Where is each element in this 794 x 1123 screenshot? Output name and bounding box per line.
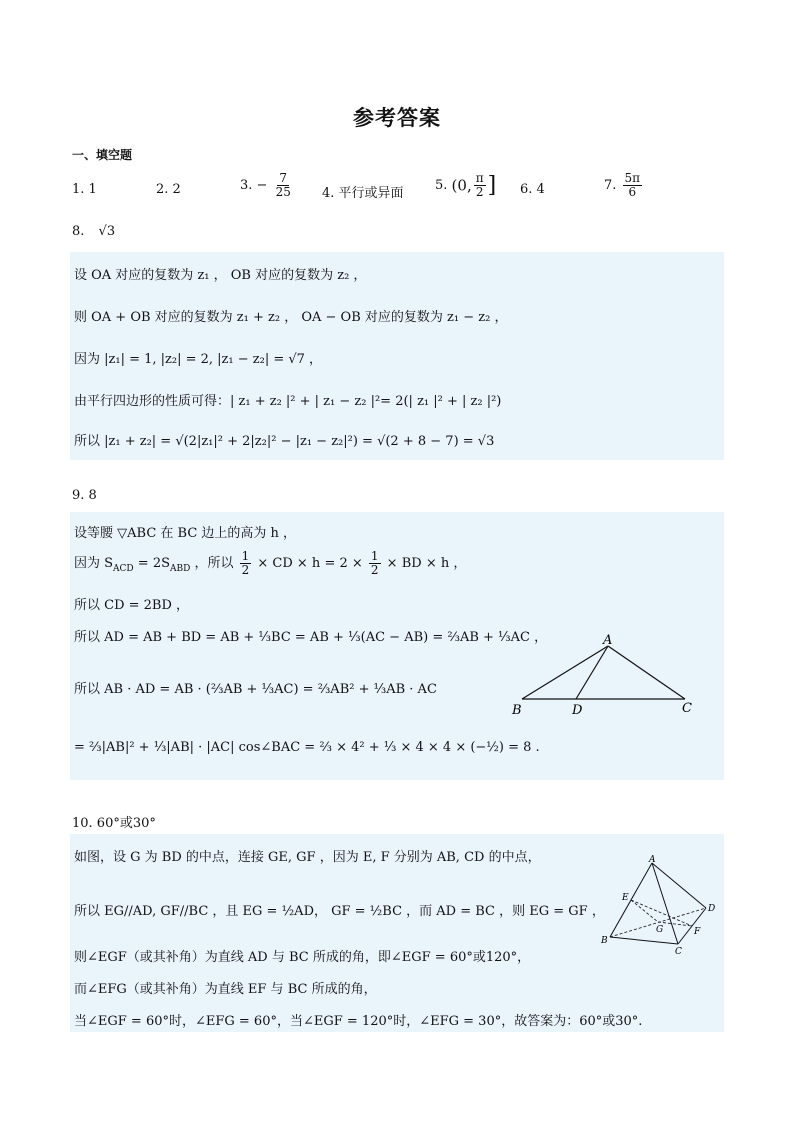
answer-3 [240, 172, 295, 199]
label-c: C [682, 701, 692, 716]
fraction-half-2 [369, 550, 381, 577]
segment-ac [608, 646, 685, 699]
answer-5 [435, 172, 496, 199]
solution-8-line-3: 因为 |z₁| = 1, |z₂| = 2, |z₁ − z₂| = √7 ， [74, 352, 323, 367]
frac-num: 1 [370, 549, 379, 563]
answer-8-value: √3 [98, 224, 116, 239]
edge-ad [652, 863, 706, 908]
answer-7-fraction [623, 172, 643, 199]
solution-10-line-2: 所以 EG//AD, GF//BC ，且 EG = ½AD， GF = ½BC ，而 AD = BC ，则 EG = GF ， [74, 904, 605, 919]
answer-7-den: 6 [628, 185, 637, 200]
page-title: 参考答案 [353, 106, 441, 130]
fraction-half [240, 550, 252, 577]
answer-10: 10. 60°或30° [72, 816, 156, 831]
label-e: E [622, 893, 629, 903]
label-b: B [601, 936, 608, 946]
answer-3-den: 25 [275, 185, 291, 200]
answer-5-close: ] [487, 173, 497, 199]
answer-2: 2. 2 [156, 182, 181, 197]
text-fragment: ，所以 [190, 556, 238, 572]
label-d: D [708, 904, 716, 914]
answer-8-prefix: 8. [72, 224, 85, 239]
answer-7 [604, 172, 644, 199]
solution-10-line-5: 当∠EGF = 60°时，∠EFG = 60°，当∠EGF = 120°时，∠EFG = 30°，故答案为：60°或30°. [74, 1014, 643, 1029]
answer-3-fraction [274, 172, 293, 199]
triangle-figure [510, 632, 720, 722]
frac-num: 1 [241, 549, 250, 563]
answer-5-fraction [474, 172, 486, 199]
subscript-acd: ACD [113, 563, 134, 574]
solution-9-line-4: 所以 AD = AB + BD = AB + ⅓BC = AB + ⅓(AC − AB) = ⅔AB + ⅓AC ， [74, 630, 548, 645]
solution-8-line-4: 由平行四边形的性质可得：| z₁ + z₂ |² + | z₁ − z₂ |²= 2(| z₁ |² + | z₂ |²) [74, 394, 502, 409]
subscript-abd: ABD [170, 563, 191, 574]
answer-5-prefix: 5. [435, 178, 448, 194]
solution-8-line-1: 设 OA 对应的复数为 z₁ ， OB 对应的复数为 z₂ ， [74, 268, 367, 283]
answer-1: 1. 1 [72, 182, 97, 197]
answer-4: 4. 平行或异面 [322, 186, 404, 201]
solution-9-box [70, 512, 724, 780]
tetrahedron-figure [600, 854, 720, 958]
label-a: A [603, 633, 613, 648]
answer-5-den: 2 [475, 185, 484, 200]
solution-9-line-2 [74, 550, 466, 577]
solution-9-line-3: 所以 CD = 2BD ， [74, 598, 190, 613]
segment-ad [576, 646, 608, 699]
section-heading: 一、填空题 [72, 148, 133, 162]
text-fragment: = 2S [133, 556, 170, 572]
label-a: A [649, 855, 656, 865]
answer-7-num: 5π [624, 171, 641, 185]
solution-9-line-6: = ⅔|AB|² + ⅓|AB| · |AC| cos∠BAC = ⅔ × 4² + ⅓ × 4 × 4 × (−½) = 8 . [74, 740, 540, 755]
answer-8 [72, 224, 115, 239]
label-f: F [694, 927, 701, 937]
segment-ab [522, 646, 608, 699]
edge-bc [610, 937, 678, 944]
answer-3-sign: − [256, 178, 268, 194]
solution-8-line-2: 则 OA + OB 对应的复数为 z₁ + z₂ ， OA − OB 对应的复数为 z₁ − z₂ ， [74, 310, 508, 325]
frac-den: 2 [241, 563, 250, 578]
answer-5-num: π [475, 171, 484, 185]
frac-den: 2 [370, 563, 379, 578]
label-g: G [656, 925, 664, 935]
answer-7-prefix: 7. [604, 178, 617, 194]
solution-10-box [70, 834, 724, 1032]
solution-8-box [70, 252, 724, 460]
label-d: D [572, 703, 583, 718]
segment-eg [631, 900, 658, 922]
solution-10-line-1: 如图，设 G 为 BD 的中点，连接 GE, GF ，因为 E, F 分别为 AB, CD 的中点， [74, 850, 541, 865]
answer-3-num: 7 [279, 171, 288, 185]
solution-10-line-3: 则∠EGF（或其补角）为直线 AD 与 BC 所成的角，即∠EGF = 60°或120°， [74, 950, 531, 965]
segment-ef [631, 900, 692, 926]
answer-6: 6. 4 [520, 182, 545, 197]
solution-9-line-1: 设等腰 ▽ABC 在 BC 边上的高为 h ， [74, 526, 297, 541]
text-fragment: × BD × h ， [382, 556, 467, 572]
solution-8-line-5: 所以 |z₁ + z₂| = √(2|z₁|² + 2|z₂|² − |z₁ − z₂|²) = √(2 + 8 − 7) = √3 [74, 434, 495, 449]
label-c: C [675, 947, 682, 957]
text-fragment: × CD × h = 2 × [253, 556, 367, 572]
answer-3-prefix: 3. [240, 178, 253, 194]
answer-5-open: (0, [451, 176, 472, 195]
solution-9-line-5: 所以 AB · AD = AB · (⅔AB + ⅓AC) = ⅔AB² + ⅓AB · AC [74, 682, 437, 697]
label-b: B [512, 703, 522, 718]
answer-9: 9. 8 [72, 488, 97, 503]
solution-10-line-4: 而∠EFG（或其补角）为直线 EF 与 BC 所成的角， [74, 982, 377, 997]
text-fragment: 因为 S [74, 556, 114, 572]
